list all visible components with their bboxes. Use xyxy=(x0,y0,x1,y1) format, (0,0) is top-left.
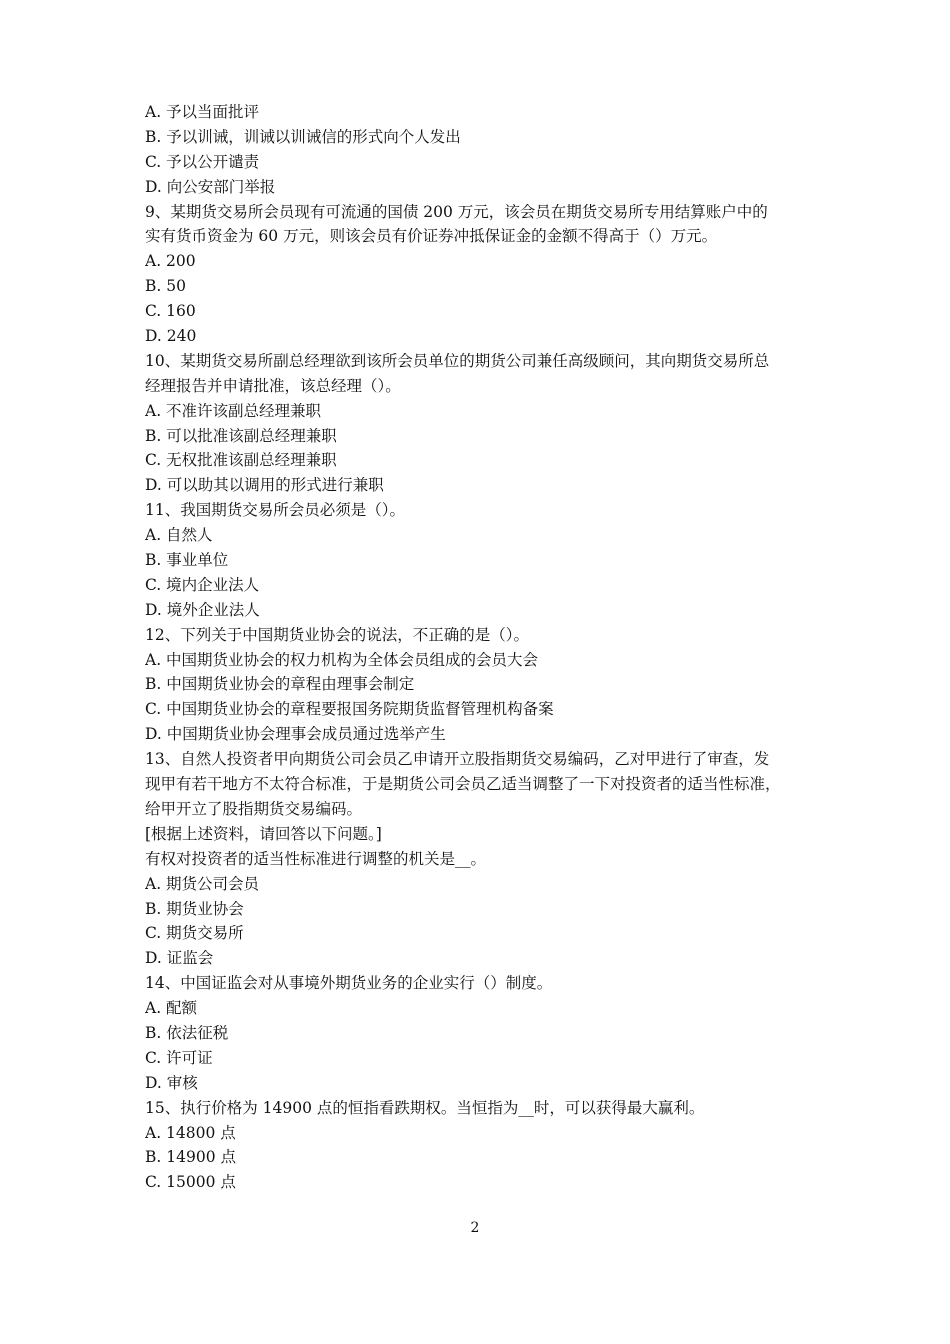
text-line: 12、下列关于中国期货业协会的说法，不正确的是（）。 xyxy=(145,625,529,644)
text-line: B. 50 xyxy=(145,277,186,296)
text-line: 现甲有若干地方不太符合标准，于是期货公司会员乙适当调整了一下对投资者的适当性标准， xyxy=(145,775,781,794)
text-line: D. 向公安部门举报 xyxy=(145,177,276,196)
text-line: C. 15000 点 xyxy=(145,1173,236,1192)
text-line: A. 予以当面批评 xyxy=(145,103,260,121)
text-line: 9、某期货交易所会员现有可流通的国债 200 万元，该会员在期货交易所专用结算账户中的 xyxy=(145,202,768,221)
text-line: B. 中国期货业协会的章程由理事会制定 xyxy=(145,675,415,694)
text-line: A. 不准许该副总经理兼职 xyxy=(145,401,322,420)
text-line: C. 中国期货业协会的章程要报国务院期货监督管理机构备案 xyxy=(145,700,554,719)
text-line: 15、执行价格为 14900 点的恒指看跌期权。当恒指为__时，可以获得最大赢利。 xyxy=(145,1098,705,1117)
text-line: D. 240 xyxy=(145,327,197,346)
text-line: A. 14800 点 xyxy=(145,1123,236,1142)
text-line: A. 自然人 xyxy=(145,526,213,545)
text-line: D. 证监会 xyxy=(145,949,214,968)
text-line: C. 期货交易所 xyxy=(145,924,244,943)
text-line: A. 200 xyxy=(145,252,196,271)
text-line: [根据上述资料，请回答以下问题。] xyxy=(145,824,382,843)
text-line: 14、中国证监会对从事境外期货业务的企业实行（）制度。 xyxy=(145,974,553,993)
text-line: A. 中国期货业协会的权力机构为全体会员组成的会员大会 xyxy=(145,650,539,669)
text-line: D. 可以助其以调用的形式进行兼职 xyxy=(145,476,384,495)
text-line: 实有货币资金为 60 万元，则该会员有价证券冲抵保证金的金额不得高于（）万元。 xyxy=(145,227,718,246)
text-line: 经理报告并申请批准，该总经理（）。 xyxy=(145,376,401,395)
page-number: 2 xyxy=(470,1220,480,1236)
text-line: 给甲开立了股指期货交易编码。 xyxy=(145,799,363,818)
question-text xyxy=(145,100,813,1195)
text-line: C. 无权批准该副总经理兼职 xyxy=(145,451,337,470)
text-line: D. 审核 xyxy=(145,1073,198,1092)
text-line: C. 许可证 xyxy=(145,1048,213,1067)
text-line: B. 14900 点 xyxy=(145,1148,236,1167)
text-line: 11、我国期货交易所会员必须是（）。 xyxy=(145,501,405,520)
text-line: D. 中国期货业协会理事会成员通过选举产生 xyxy=(145,725,446,744)
text-line: 13、自然人投资者甲向期货公司会员乙申请开立股指期货交易编码，乙对甲进行了审查，发 xyxy=(145,750,770,769)
text-line: B. 可以批准该副总经理兼职 xyxy=(145,426,337,445)
text-line: B. 依法征税 xyxy=(145,1023,229,1042)
text-line: 10、某期货交易所副总经理欲到该所会员单位的期货公司兼任高级顾问，其向期货交易所总 xyxy=(145,351,770,370)
text-line: A. 期货公司会员 xyxy=(145,874,260,893)
text-line: B. 予以训诫，训诫以训诫信的形式向个人发出 xyxy=(145,127,461,146)
text-line: B. 期货业协会 xyxy=(145,899,244,918)
text-line: D. 境外企业法人 xyxy=(145,600,260,619)
text-line: C. 160 xyxy=(145,302,196,321)
text-line: 有权对投资者的适当性标准进行调整的机关是__。 xyxy=(145,849,487,868)
text-line: B. 事业单位 xyxy=(145,551,229,570)
text-line: C. 境内企业法人 xyxy=(145,575,260,594)
text-line: C. 予以公开谴责 xyxy=(145,152,260,171)
text-line: A. 配额 xyxy=(145,999,198,1018)
